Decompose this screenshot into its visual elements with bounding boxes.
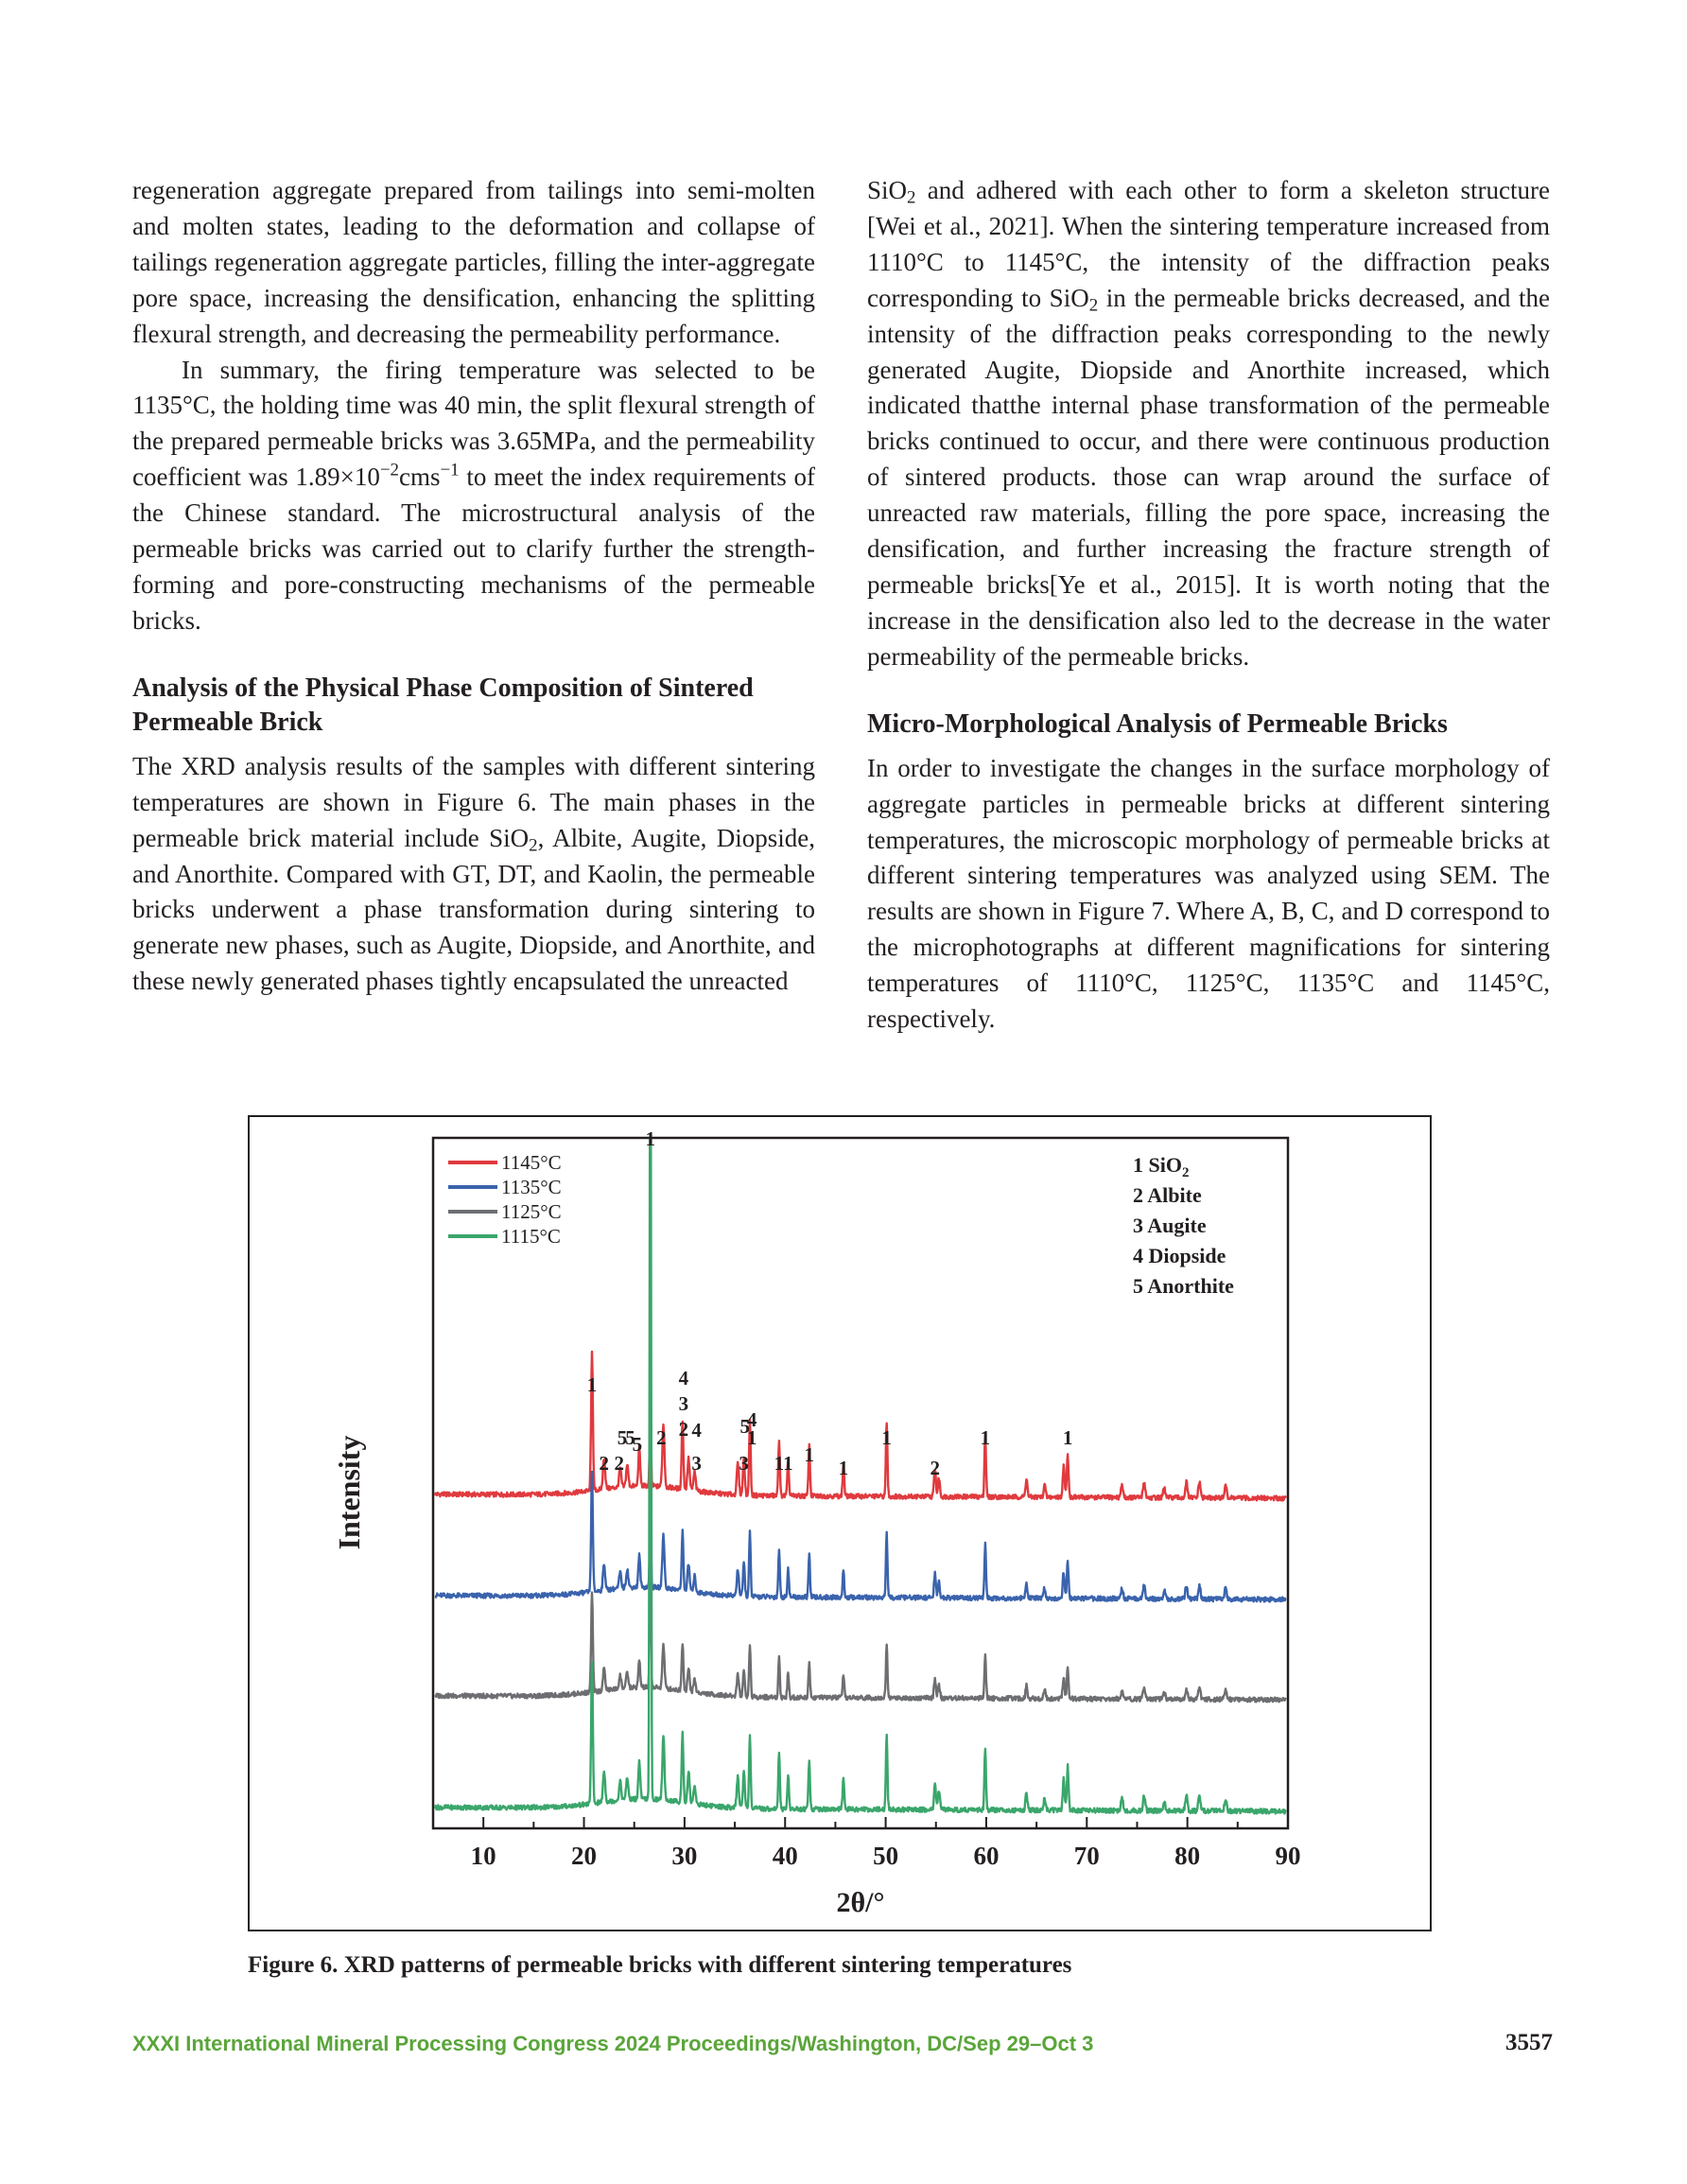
series-line-1135°C bbox=[435, 1472, 1286, 1602]
plot-frame bbox=[433, 1138, 1288, 1828]
peak-label: 1 bbox=[783, 1452, 793, 1475]
peak-label: 2 bbox=[599, 1452, 610, 1475]
peak-label: 5 bbox=[739, 1415, 750, 1438]
x-tick-label: 10 bbox=[470, 1842, 496, 1870]
peak-label: 2 bbox=[656, 1426, 667, 1449]
right-paragraph-1: SiO$_2$ and adhered with each other to form a skeleton structure [Wei et al., 2021]. When the sintering temperature increased from 1110°C to 1145°C, the intensity of the diffraction peaks corresponding to SiO$_2$ in the permeable bricks decreased, and the intensity of the diffraction peaks corresponding to the newly generated Augite, Diopside and Anorthite increased, which indicated thatthe internal phase transformation of the permeable bricks continued to occur, and there were continuous production of sintered products. those can wrap around the surface of unreacted raw materials, filling the pore space, increasing the densification, and further increasing the fracture strength of permeable bricks[Ye et al., 2015]. It is worth noting that the increase in the densification also led to the decrease in the water permeability of the permeable bricks. bbox=[867, 176, 1550, 671]
phase-key-entry: 4 Diopside bbox=[1133, 1244, 1226, 1267]
left-paragraph-1: regeneration aggregate prepared from tailings into semi-molten and molten states, leading to the deformation and collapse of tailings regeneration aggregate particles, filling the inter-aggregate pore space, increasing the densification, enhancing the splitting flexural strength, and decreasing the permeability performance. bbox=[132, 176, 815, 348]
x-tick-label: 50 bbox=[873, 1842, 899, 1870]
phase-key-entry: 1 SiO$_2$ bbox=[1133, 1153, 1190, 1180]
peak-label: 5 bbox=[625, 1426, 635, 1449]
x-tick-label: 70 bbox=[1073, 1842, 1100, 1870]
x-axis-label: 2θ/° bbox=[836, 1887, 885, 1918]
peak-label: 5 bbox=[632, 1433, 643, 1456]
figure-caption: Figure 6. XRD patterns of permeable bricks with different sintering temperatures bbox=[248, 1952, 1072, 1978]
right-paragraph-2: In order to investigate the changes in the surface morphology of aggregate particles in permeable bricks at different sintering temperatures, the microscopic morphology of permeable bricks at different sintering temperatures was analyzed using SEM. The results are shown in Figure 7. Where A, B, C, and D correspond to the microphotographs at different magnifications for sintering temperatures of 1110°C, 1125°C, 1135°C and 1145°C, respectively. bbox=[867, 753, 1550, 1034]
peak-label: 3 bbox=[739, 1452, 749, 1475]
peak-label: 1 bbox=[1062, 1426, 1073, 1449]
peak-label: 1 bbox=[804, 1443, 815, 1466]
peak-label: 5 bbox=[617, 1426, 628, 1449]
peak-label: 1 bbox=[881, 1426, 892, 1449]
phase-key-entry: 3 Augite bbox=[1133, 1214, 1207, 1237]
x-tick-label: 40 bbox=[772, 1842, 798, 1870]
legend-label: 1135°C bbox=[501, 1176, 562, 1198]
legend-label: 1145°C bbox=[501, 1151, 562, 1174]
peak-label: 2 bbox=[678, 1418, 689, 1441]
footer-proceedings: XXXI International Mineral Processing Congress 2024 Proceedings/Washington, DC/Sep 29–Oct 3 bbox=[132, 2032, 1094, 2055]
peak-label: 2 bbox=[614, 1452, 625, 1475]
legend-label: 1125°C bbox=[501, 1200, 562, 1223]
peak-label: 3 bbox=[691, 1452, 702, 1475]
series-line-1115°C bbox=[435, 1140, 1286, 1813]
peak-label: 1 bbox=[746, 1426, 757, 1449]
peak-label: 1 bbox=[645, 1127, 655, 1150]
xrd-figure bbox=[248, 1115, 1432, 1931]
peak-label: 1 bbox=[838, 1457, 849, 1479]
xrd-chart bbox=[250, 1117, 1430, 1930]
x-tick-label: 90 bbox=[1275, 1842, 1301, 1870]
right-column bbox=[867, 173, 1550, 1038]
phase-key-entry: 2 Albite bbox=[1133, 1183, 1202, 1207]
y-axis-label: Intensity bbox=[332, 1435, 366, 1550]
left-paragraph-3: The XRD analysis results of the samples with different sintering temperatures are shown in Figure 6. The main phases in the permeable brick material include SiO$_2$, Albite, Augite, Diopside, and Anorthite. Compared with GT, DT, and Kaolin, the permeable bricks underwent a phase transformation during sintering to generate new phases, such as Augite, Diopside, and Anorthite, and these newly generated phases tightly encapsulated the unreacted bbox=[132, 751, 815, 996]
peak-label: 4 bbox=[678, 1367, 689, 1389]
phase-key-entry: 5 Anorthite bbox=[1133, 1274, 1234, 1298]
x-tick-label: 30 bbox=[671, 1842, 698, 1870]
series-line-1145°C bbox=[435, 1352, 1286, 1501]
x-tick-label: 80 bbox=[1174, 1842, 1201, 1870]
legend-label: 1115°C bbox=[501, 1225, 561, 1248]
page-number: 3557 bbox=[1505, 2030, 1553, 2055]
peak-label: 4 bbox=[691, 1419, 702, 1441]
peak-label: 2 bbox=[930, 1457, 940, 1479]
left-column bbox=[132, 173, 815, 1000]
peak-label: 4 bbox=[746, 1408, 757, 1431]
peak-label: 1 bbox=[774, 1452, 785, 1475]
section-heading-micro-morphology: Micro-Morphological Analysis of Permeable Bricks bbox=[867, 708, 1448, 739]
section-heading-phase-composition: Analysis of the Physical Phase Composition of Sintered Permeable Brick bbox=[132, 673, 754, 737]
peak-label: 1 bbox=[980, 1426, 991, 1449]
peak-label: 1 bbox=[586, 1373, 598, 1396]
peak-label: 3 bbox=[678, 1392, 689, 1415]
left-paragraph-2: In summary, the firing temperature was selected to be 1135°C, the holding time was 40 min, the split flexural strength of the prepared permeable bricks was 3.65MPa, and the permeability coefficient was $1.89\times 10^{-2}cms^{-1}$ to meet the index requirements of the Chinese standard. The microstructural analysis of the permeable bricks was carried out to clarify further the strength-forming and pore-constructing mechanisms of the permeable bricks. bbox=[132, 355, 815, 635]
x-tick-label: 20 bbox=[571, 1842, 598, 1870]
x-tick-label: 60 bbox=[973, 1842, 1000, 1870]
